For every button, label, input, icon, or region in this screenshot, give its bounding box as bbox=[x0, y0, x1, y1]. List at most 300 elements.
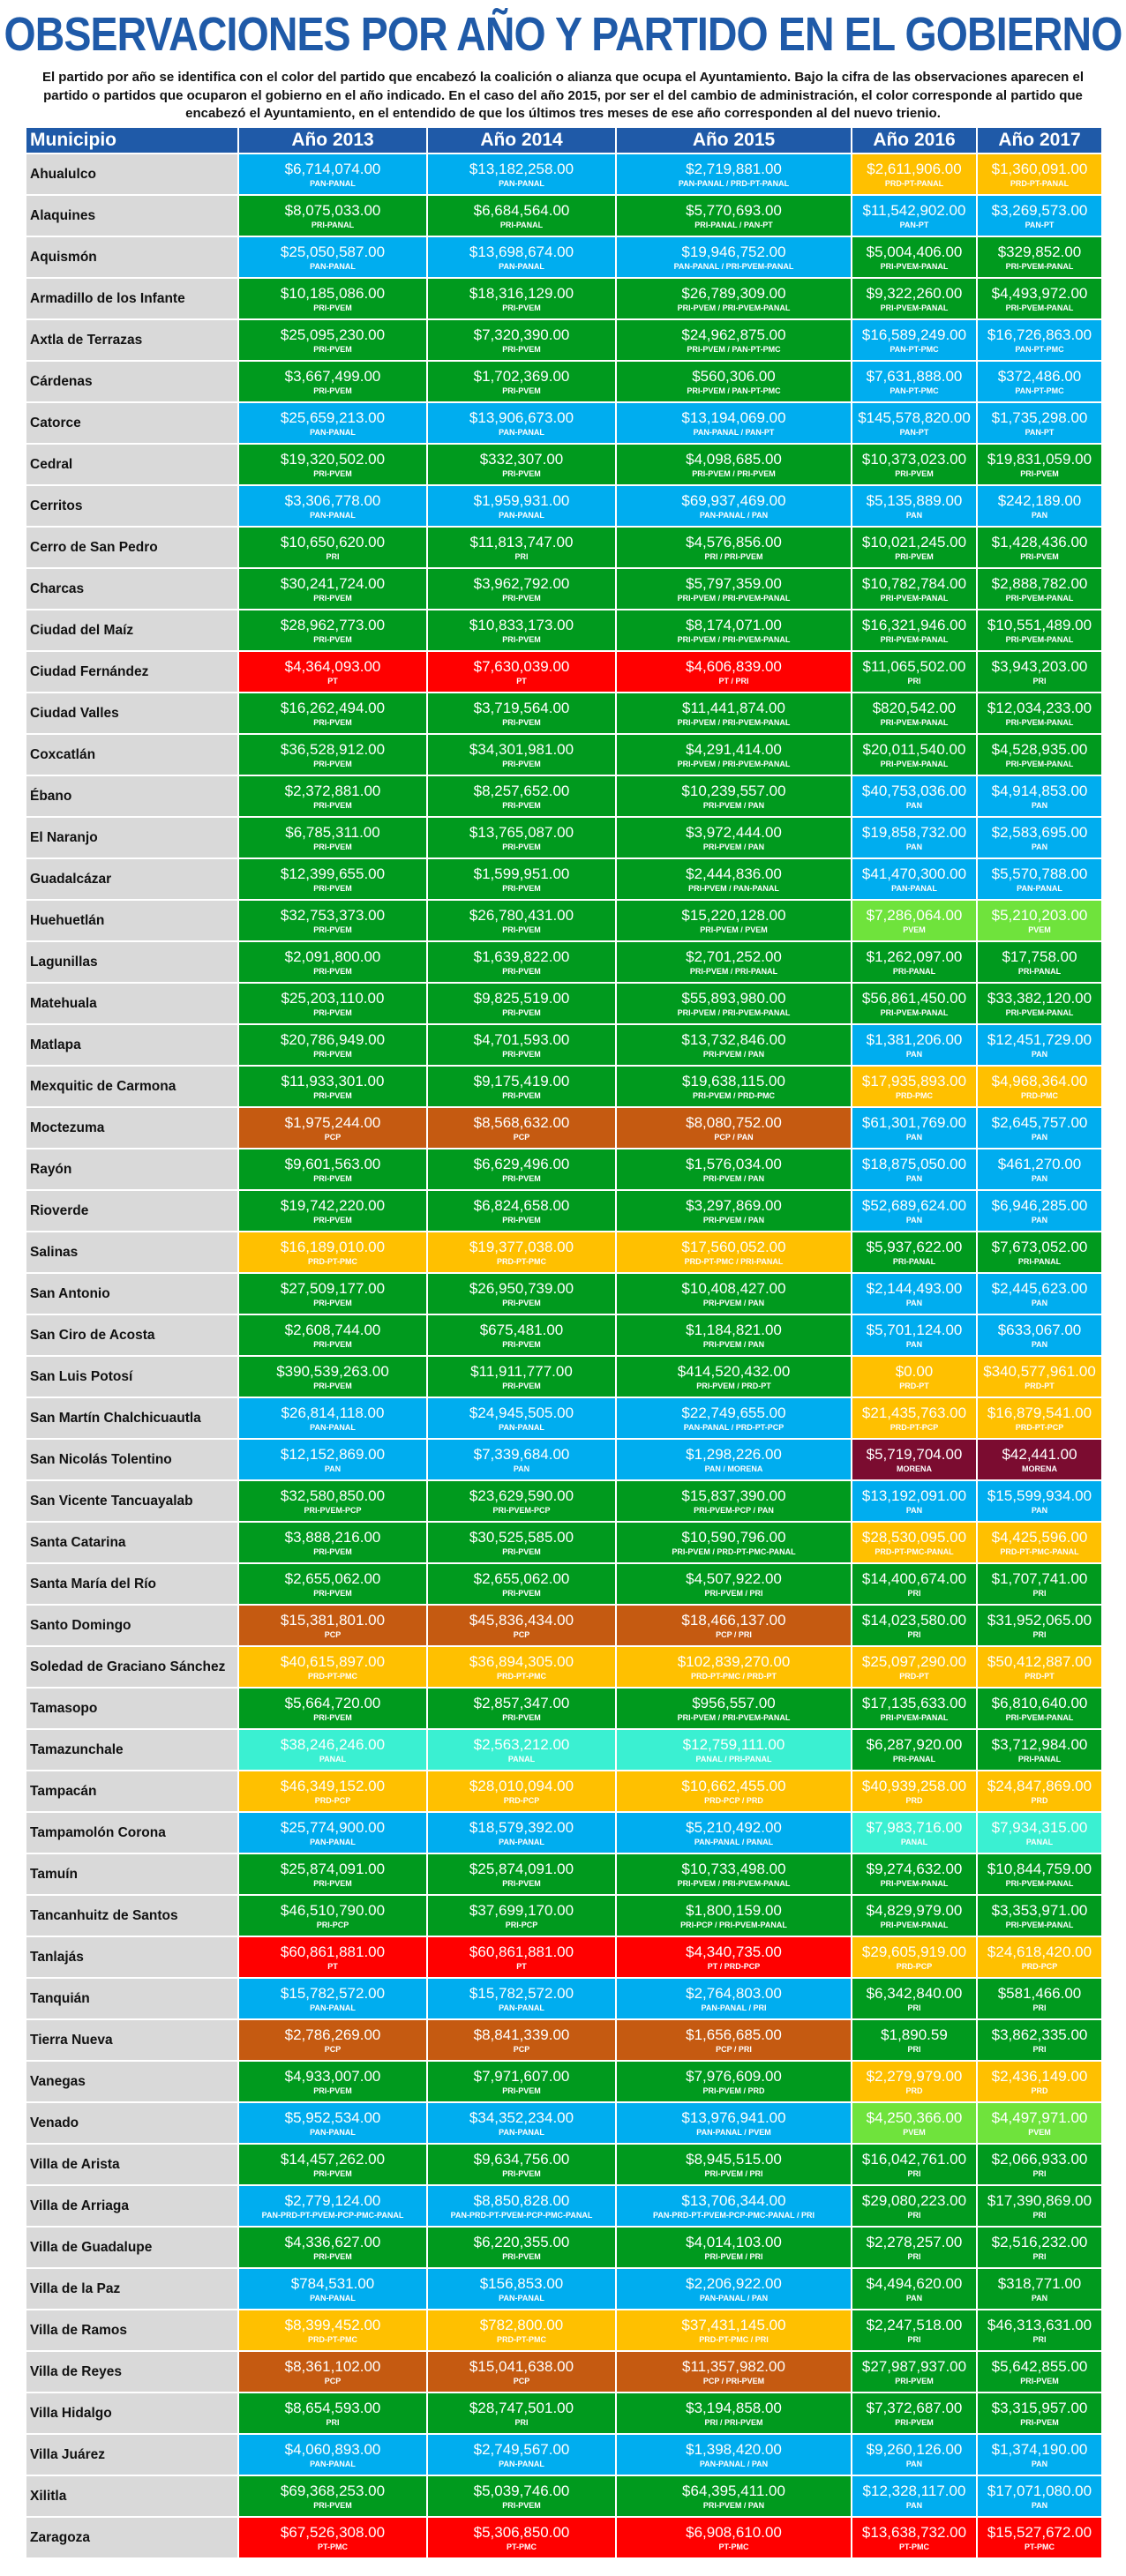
municipio-cell: Tierra Nueva bbox=[26, 2020, 237, 2060]
party-label: PAN-PT bbox=[899, 220, 929, 229]
table-row bbox=[26, 528, 1101, 567]
header-municipio: Municipio bbox=[26, 128, 237, 153]
observation-cell bbox=[428, 196, 615, 236]
party-label: PRD-PT-PMC-PANAL bbox=[1000, 1546, 1079, 1556]
observation-cell bbox=[978, 2518, 1101, 2557]
party-label: PAN-PANAL bbox=[310, 2459, 356, 2468]
amount: $8,654,593.00 bbox=[284, 2399, 381, 2416]
party-label: PAN-PANAL bbox=[499, 1837, 544, 1846]
amount: $29,605,919.00 bbox=[861, 1943, 967, 1960]
amount: $5,701,124.00 bbox=[866, 1321, 963, 1338]
table-row bbox=[26, 1979, 1101, 2018]
amount: $15,837,390.00 bbox=[681, 1486, 786, 1504]
amount: $782,800.00 bbox=[479, 2316, 564, 2333]
observation-cell bbox=[978, 2310, 1101, 2350]
party-label: PCP / PRI bbox=[716, 1629, 752, 1639]
party-label: PAN bbox=[905, 1298, 923, 1307]
amount: $4,507,922.00 bbox=[686, 1569, 782, 1587]
amount: $2,611,906.00 bbox=[867, 160, 962, 177]
observation-cell bbox=[617, 1813, 851, 1853]
municipio-cell: Xilitla bbox=[26, 2476, 237, 2516]
observation-cell bbox=[239, 1440, 426, 1479]
party-label: PRI-PVEM bbox=[502, 1173, 541, 1183]
observation-cell bbox=[978, 320, 1101, 360]
amount: $24,847,869.00 bbox=[987, 1777, 1092, 1794]
amount: $1,890.59 bbox=[881, 2026, 948, 2043]
party-label: PCP bbox=[324, 1132, 342, 1142]
amount: $4,829,979.00 bbox=[866, 1901, 963, 1919]
amount: $10,833,173.00 bbox=[469, 616, 574, 633]
table-row bbox=[26, 1440, 1101, 1479]
party-label: PRI bbox=[1032, 676, 1047, 685]
observation-cell bbox=[852, 2310, 976, 2350]
party-label: PCP bbox=[513, 1629, 530, 1639]
observation-cell bbox=[852, 1854, 976, 1894]
amount: $19,831,059.00 bbox=[987, 450, 1092, 468]
observation-cell bbox=[428, 859, 615, 899]
party-label: PRI-PVEM bbox=[313, 303, 352, 312]
party-label: PRI-PVEM / PAN-PANAL bbox=[688, 883, 779, 893]
party-label: PT bbox=[327, 1961, 338, 1971]
observation-cell bbox=[852, 1689, 976, 1728]
table-row bbox=[26, 1771, 1101, 1811]
observation-cell bbox=[617, 2352, 851, 2392]
party-label: PAN bbox=[905, 510, 923, 520]
observation-cell bbox=[852, 1730, 976, 1770]
amount: $12,152,869.00 bbox=[280, 1445, 386, 1463]
amount: $11,357,982.00 bbox=[682, 2357, 785, 2375]
amount: $34,352,234.00 bbox=[469, 2108, 574, 2126]
party-label: PAN-PANAL / PAN bbox=[699, 2293, 769, 2303]
observation-cell bbox=[978, 693, 1101, 733]
observation-cell bbox=[617, 2393, 851, 2433]
amount: $15,599,934.00 bbox=[987, 1486, 1092, 1504]
observation-cell bbox=[852, 1523, 976, 1562]
party-label: PT bbox=[327, 676, 338, 685]
amount: $3,712,984.00 bbox=[991, 1735, 1088, 1753]
party-label: PRI-PVEM / PRD-PMC bbox=[692, 1090, 775, 1100]
party-label: PRI-PVEM / PAN bbox=[702, 2500, 765, 2510]
amount: $15,527,672.00 bbox=[987, 2523, 1092, 2541]
observation-cell bbox=[852, 528, 976, 567]
observation-cell bbox=[617, 901, 851, 940]
municipio-cell: Villa de Guadalupe bbox=[26, 2228, 237, 2267]
party-label: PAN-PANAL bbox=[310, 1422, 356, 1432]
party-label: PAN bbox=[513, 1464, 530, 1473]
amount: $156,853.00 bbox=[479, 2274, 564, 2292]
amount: $3,862,335.00 bbox=[991, 2026, 1088, 2043]
party-label: PT / PRD-PCP bbox=[707, 1961, 761, 1971]
observation-cell bbox=[978, 445, 1101, 484]
party-label: PRI-PVEM bbox=[502, 925, 541, 934]
observation-cell bbox=[617, 1232, 851, 1272]
amount: $2,563,212.00 bbox=[473, 1735, 570, 1753]
amount: $4,576,856.00 bbox=[686, 533, 782, 550]
amount: $1,975,244.00 bbox=[284, 1113, 381, 1131]
amount: $2,857,347.00 bbox=[473, 1694, 570, 1711]
party-label: PRD-PT-PMC / PRI bbox=[699, 2334, 769, 2344]
observation-cell bbox=[978, 818, 1101, 857]
amount: $19,320,502.00 bbox=[280, 450, 386, 468]
amount: $11,911,777.00 bbox=[470, 1362, 573, 1380]
party-label: PRI-PVEM bbox=[313, 2168, 352, 2178]
observation-cell bbox=[852, 1979, 976, 2018]
observation-cell bbox=[617, 2518, 851, 2557]
party-label: PAN-PT-PMC bbox=[890, 386, 939, 395]
party-label: PRI-PANAL bbox=[311, 220, 355, 229]
table-row bbox=[26, 403, 1101, 443]
party-label: PRI bbox=[907, 2168, 921, 2178]
observation-cell bbox=[239, 2352, 426, 2392]
observation-cell bbox=[617, 1149, 851, 1189]
table-row bbox=[26, 1067, 1101, 1106]
party-label: PAN bbox=[1031, 1339, 1048, 1349]
party-label: PRI bbox=[326, 2417, 340, 2427]
party-label: PRI-PVEM / PRI bbox=[704, 2168, 763, 2178]
amount: $390,539,263.00 bbox=[276, 1362, 389, 1380]
municipio-cell: San Vicente Tancuayalab bbox=[26, 1481, 237, 1521]
observation-cell bbox=[239, 445, 426, 484]
municipio-cell: Villa de Ramos bbox=[26, 2310, 237, 2350]
amount: $4,336,627.00 bbox=[284, 2233, 381, 2250]
observation-cell bbox=[239, 1813, 426, 1853]
amount: $13,976,941.00 bbox=[681, 2108, 786, 2126]
amount: $6,684,564.00 bbox=[473, 201, 570, 219]
party-label: PANAL bbox=[507, 1754, 536, 1764]
party-label: PRI-PVEM / PVEM bbox=[700, 925, 768, 934]
table-row bbox=[26, 2393, 1101, 2433]
observation-cell bbox=[239, 859, 426, 899]
amount: $12,399,655.00 bbox=[280, 865, 386, 882]
amount: $11,813,747.00 bbox=[469, 533, 574, 550]
observation-cell bbox=[239, 1896, 426, 1936]
amount: $69,937,469.00 bbox=[681, 491, 786, 509]
party-label: PRI-PVEM / PRI-PVEM-PANAL bbox=[677, 1712, 791, 1722]
amount: $67,526,308.00 bbox=[280, 2523, 386, 2541]
amount: $7,983,716.00 bbox=[866, 1818, 963, 1836]
amount: $1,360,091.00 bbox=[991, 160, 1088, 177]
amount: $28,962,773.00 bbox=[280, 616, 386, 633]
party-label: PRI-PVEM bbox=[1020, 551, 1059, 561]
party-label: PAN-PT-PMC bbox=[890, 344, 939, 354]
observation-cell bbox=[978, 1357, 1101, 1397]
amount: $64,395,411.00 bbox=[682, 2482, 785, 2499]
amount: $24,945,505.00 bbox=[469, 1404, 574, 1421]
observation-cell bbox=[978, 486, 1101, 526]
amount: $3,194,858.00 bbox=[686, 2399, 782, 2416]
observation-cell bbox=[852, 1398, 976, 1438]
amount: $1,959,931.00 bbox=[473, 491, 570, 509]
party-label: PRI-PVEM bbox=[313, 1173, 352, 1183]
observation-cell bbox=[428, 486, 615, 526]
amount: $17,135,633.00 bbox=[861, 1694, 967, 1711]
amount: $8,174,071.00 bbox=[686, 616, 782, 633]
amount: $3,353,971.00 bbox=[991, 1901, 1088, 1919]
observation-cell bbox=[428, 1813, 615, 1853]
party-label: PRI-PVEM bbox=[313, 1049, 352, 1059]
observation-cell bbox=[852, 1108, 976, 1148]
observation-cell bbox=[428, 1564, 615, 1604]
observation-cell bbox=[978, 984, 1101, 1023]
amount: $2,583,695.00 bbox=[991, 823, 1088, 841]
municipio-cell: Santa Catarina bbox=[26, 1523, 237, 1562]
party-label: PVEM bbox=[1028, 925, 1051, 934]
observation-cell bbox=[617, 2145, 851, 2184]
amount: $2,445,623.00 bbox=[991, 1279, 1088, 1297]
amount: $1,262,097.00 bbox=[866, 947, 963, 965]
party-label: PRD-PT-PMC bbox=[497, 1671, 546, 1681]
observation-cell bbox=[978, 2145, 1101, 2184]
observation-cell bbox=[617, 528, 851, 567]
observation-cell bbox=[617, 569, 851, 609]
party-label: PRI-PANAL bbox=[892, 966, 936, 976]
amount: $19,858,732.00 bbox=[861, 823, 967, 841]
amount: $4,497,971.00 bbox=[991, 2108, 1088, 2126]
party-label: PRI-PCP / PRI-PVEM-PANAL bbox=[680, 1920, 787, 1929]
amount: $1,374,190.00 bbox=[991, 2440, 1088, 2458]
amount: $6,287,920.00 bbox=[866, 1735, 963, 1753]
amount: $7,320,390.00 bbox=[473, 326, 570, 343]
amount: $2,719,881.00 bbox=[686, 160, 782, 177]
amount: $20,786,949.00 bbox=[280, 1030, 386, 1048]
table-row bbox=[26, 776, 1101, 816]
party-label: PRI-PVEM bbox=[502, 1090, 541, 1100]
amount: $14,023,580.00 bbox=[861, 1611, 967, 1629]
party-label: PRI-PVEM bbox=[313, 2086, 352, 2095]
observation-cell bbox=[617, 2186, 851, 2226]
amount: $8,568,632.00 bbox=[473, 1113, 570, 1131]
party-label: PRI bbox=[907, 1629, 921, 1639]
observation-cell bbox=[852, 1771, 976, 1811]
amount: $8,841,339.00 bbox=[473, 2026, 570, 2043]
amount: $2,444,836.00 bbox=[686, 865, 782, 882]
observation-cell bbox=[978, 901, 1101, 940]
party-label: PAN / MORENA bbox=[704, 1464, 763, 1473]
municipio-cell: Cerritos bbox=[26, 486, 237, 526]
party-label: PAN bbox=[324, 1464, 342, 1473]
party-label: PANAL bbox=[900, 1837, 928, 1846]
observation-cell bbox=[239, 2310, 426, 2350]
observation-cell bbox=[617, 2310, 851, 2350]
observation-cell bbox=[852, 652, 976, 692]
amount: $4,606,839.00 bbox=[686, 657, 782, 675]
observation-cell bbox=[617, 1067, 851, 1106]
page-title: OBSERVACIONES POR AÑO Y PARTIDO EN EL GOBIERNO bbox=[4, 8, 1122, 61]
party-label: PRI-PVEM bbox=[313, 2251, 352, 2261]
party-label: PRI-PVEM bbox=[502, 883, 541, 893]
amount: $29,080,223.00 bbox=[861, 2191, 967, 2209]
party-label: PRI-PVEM-PANAL bbox=[1005, 634, 1074, 644]
amount: $8,399,452.00 bbox=[284, 2316, 381, 2333]
party-label: PRI-PVEM / PRI-PVEM bbox=[692, 468, 776, 478]
observation-cell bbox=[617, 1854, 851, 1894]
amount: $8,257,652.00 bbox=[473, 782, 570, 799]
amount: $11,065,502.00 bbox=[862, 657, 966, 675]
observation-cell bbox=[852, 2103, 976, 2143]
observation-cell bbox=[852, 693, 976, 733]
party-label: PRI / PRI-PVEM bbox=[704, 551, 763, 561]
party-label: PRI-PVEM bbox=[502, 1298, 541, 1307]
municipio-cell: Villa Juárez bbox=[26, 2435, 237, 2475]
party-label: PRD bbox=[905, 1795, 923, 1805]
observation-cell bbox=[428, 279, 615, 318]
amount: $3,962,792.00 bbox=[473, 574, 570, 592]
municipio-cell: Tamuín bbox=[26, 1854, 237, 1894]
party-label: PRD-PT bbox=[1025, 1381, 1055, 1390]
observation-cell bbox=[239, 1398, 426, 1438]
amount: $6,342,840.00 bbox=[866, 1984, 963, 2002]
amount: $5,004,406.00 bbox=[866, 243, 963, 260]
table-row bbox=[26, 237, 1101, 277]
party-label: PRI-PVEM bbox=[1020, 2376, 1059, 2385]
party-label: PRI-PVEM bbox=[313, 1215, 352, 1224]
observation-cell bbox=[428, 445, 615, 484]
amount: $55,893,980.00 bbox=[681, 989, 786, 1007]
observation-cell bbox=[852, 2020, 976, 2060]
party-label: PRD-PCP bbox=[503, 1795, 540, 1805]
amount: $9,260,126.00 bbox=[866, 2440, 963, 2458]
amount: $7,630,039.00 bbox=[473, 657, 570, 675]
party-label: PRI-PCP bbox=[505, 1920, 538, 1929]
observation-cell bbox=[617, 1979, 851, 2018]
observation-cell bbox=[852, 1481, 976, 1521]
party-label: PRI-PVEM / PAN bbox=[702, 800, 765, 810]
party-label: PRI bbox=[326, 551, 340, 561]
party-label: PT-PMC bbox=[317, 2542, 348, 2551]
amount: $16,726,863.00 bbox=[987, 326, 1092, 343]
amount: $5,306,850.00 bbox=[473, 2523, 570, 2541]
table-row bbox=[26, 196, 1101, 236]
party-label: PRI-PVEM bbox=[502, 634, 541, 644]
party-label: PAN-PANAL / PANAL bbox=[694, 1837, 774, 1846]
amount: $8,361,102.00 bbox=[284, 2357, 381, 2375]
observation-cell bbox=[852, 610, 976, 650]
table-row bbox=[26, 1315, 1101, 1355]
amount: $1,639,822.00 bbox=[473, 947, 570, 965]
party-label: PAN-PANAL bbox=[499, 2459, 544, 2468]
observation-cell bbox=[617, 320, 851, 360]
party-label: PRI bbox=[1032, 2044, 1047, 2054]
observation-cell bbox=[428, 2062, 615, 2101]
party-label: MORENA bbox=[897, 1464, 932, 1473]
observation-cell bbox=[239, 1067, 426, 1106]
municipio-cell: Matehuala bbox=[26, 984, 237, 1023]
observation-cell bbox=[617, 362, 851, 401]
party-label: PRI-PVEM / PRI-PVEM-PANAL bbox=[677, 717, 791, 727]
observation-cell bbox=[617, 984, 851, 1023]
observation-cell bbox=[852, 196, 976, 236]
observation-cell bbox=[852, 1896, 976, 1936]
amount: $332,307.00 bbox=[479, 450, 564, 468]
amount: $3,972,444.00 bbox=[686, 823, 782, 841]
party-label: PRI-PVEM bbox=[313, 966, 352, 976]
observation-cell bbox=[239, 569, 426, 609]
observation-cell bbox=[239, 1564, 426, 1604]
party-label: PRI bbox=[1032, 2334, 1047, 2344]
amount: $26,950,739.00 bbox=[469, 1279, 574, 1297]
party-label: PRI-PVEM bbox=[502, 1049, 541, 1059]
amount: $15,782,572.00 bbox=[469, 1984, 574, 2002]
party-label: PAN bbox=[905, 1132, 923, 1142]
amount: $2,091,800.00 bbox=[284, 947, 381, 965]
observation-cell bbox=[852, 1937, 976, 1977]
observation-cell bbox=[428, 1523, 615, 1562]
observation-cell bbox=[617, 776, 851, 816]
amount: $16,879,541.00 bbox=[987, 1404, 1092, 1421]
observation-cell bbox=[978, 610, 1101, 650]
observation-cell bbox=[428, 1979, 615, 2018]
table-row bbox=[26, 818, 1101, 857]
party-label: PAN bbox=[1031, 510, 1048, 520]
party-label: PRI bbox=[907, 676, 921, 685]
observation-cell bbox=[239, 1108, 426, 1148]
observation-cell bbox=[617, 1647, 851, 1687]
observation-cell bbox=[978, 2435, 1101, 2475]
amount: $5,210,203.00 bbox=[991, 906, 1088, 924]
party-label: PRD-PT-PMC bbox=[308, 1256, 357, 1266]
observation-cell bbox=[852, 569, 976, 609]
party-label: PRI-PVEM-PANAL bbox=[880, 303, 949, 312]
amount: $318,771.00 bbox=[997, 2274, 1082, 2292]
party-label: PRI-PVEM bbox=[895, 2417, 934, 2427]
amount: $7,971,607.00 bbox=[473, 2067, 570, 2085]
party-label: PRI-PVEM bbox=[502, 966, 541, 976]
party-label: PRI bbox=[514, 2417, 529, 2427]
party-label: PRI-PVEM bbox=[313, 634, 352, 644]
observation-cell bbox=[428, 2269, 615, 2309]
amount: $14,457,262.00 bbox=[280, 2150, 386, 2168]
amount: $7,976,609.00 bbox=[686, 2067, 782, 2085]
observation-cell bbox=[428, 2186, 615, 2226]
observation-cell bbox=[978, 1979, 1101, 2018]
amount: $12,328,117.00 bbox=[862, 2482, 966, 2499]
amount: $11,441,874.00 bbox=[682, 699, 785, 716]
party-label: PRI-PVEM / PAN-PT-PMC bbox=[687, 386, 781, 395]
amount: $15,782,572.00 bbox=[280, 1984, 386, 2002]
amount: $15,220,128.00 bbox=[681, 906, 786, 924]
party-label: PRI-PVEM / PRI bbox=[704, 2251, 763, 2261]
party-label: PRI-PVEM bbox=[895, 468, 934, 478]
party-label: PAN-PT bbox=[899, 427, 929, 437]
party-label: PAN-PANAL / PRI bbox=[701, 2003, 767, 2012]
amount: $2,206,922.00 bbox=[686, 2274, 782, 2292]
table-row bbox=[26, 901, 1101, 940]
observation-cell bbox=[617, 2476, 851, 2516]
amount: $19,946,752.00 bbox=[681, 243, 786, 260]
party-label: PRI-PVEM-PANAL bbox=[880, 1878, 949, 1888]
observation-cell bbox=[852, 776, 976, 816]
table-row bbox=[26, 1357, 1101, 1397]
party-label: PAN-PANAL / PAN-PT bbox=[693, 427, 775, 437]
party-label: PCP bbox=[513, 1132, 530, 1142]
party-label: PAN-PANAL bbox=[499, 178, 544, 188]
observation-cell bbox=[978, 237, 1101, 277]
observation-cell bbox=[978, 1149, 1101, 1189]
amount: $6,810,640.00 bbox=[991, 1694, 1088, 1711]
party-label: PRI bbox=[1032, 2210, 1047, 2220]
party-label: PAN-PANAL bbox=[310, 2127, 356, 2137]
observation-cell bbox=[428, 1274, 615, 1314]
observation-cell bbox=[428, 1149, 615, 1189]
party-label: PAN bbox=[1031, 1298, 1048, 1307]
municipio-cell: Matlapa bbox=[26, 1025, 237, 1065]
observation-cell bbox=[852, 1606, 976, 1645]
observation-cell bbox=[852, 2476, 976, 2516]
party-label: PCP / PRI-PVEM bbox=[702, 2376, 765, 2385]
observation-cell bbox=[852, 1357, 976, 1397]
observation-cell bbox=[428, 528, 615, 567]
party-label: PRI bbox=[907, 1588, 921, 1598]
